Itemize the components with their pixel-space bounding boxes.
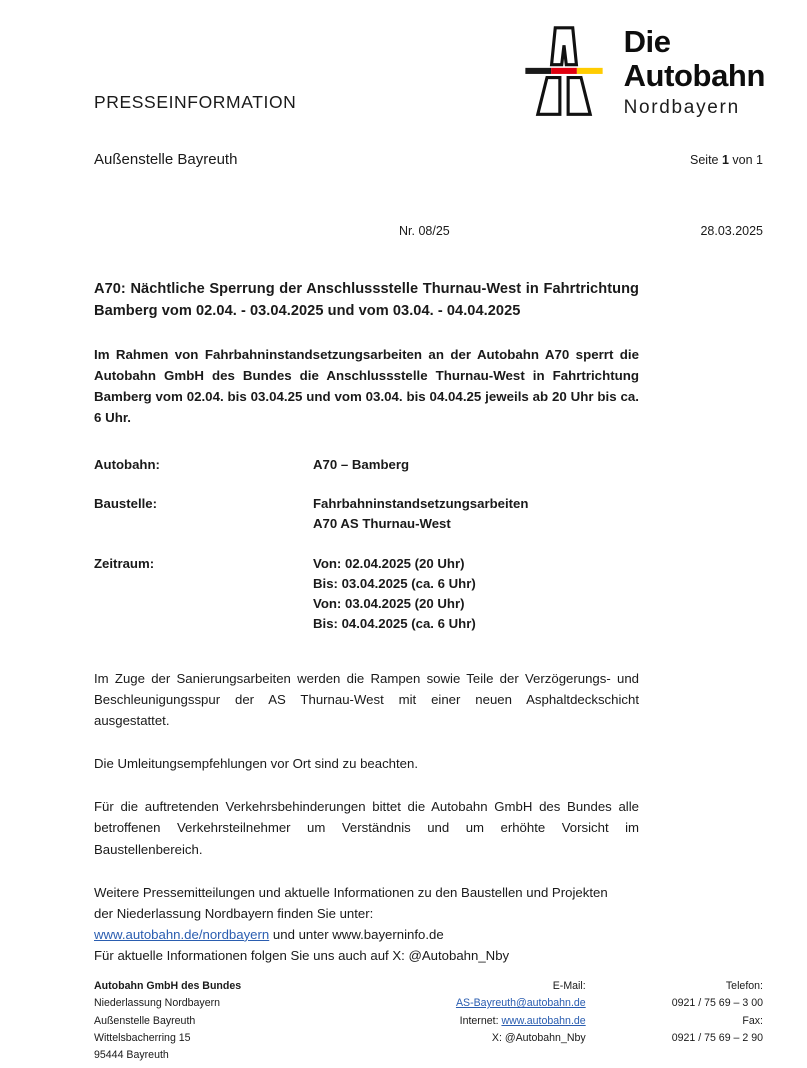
footer-branch: Niederlassung Nordbayern [94, 997, 221, 1010]
detail-row-zeitraum [94, 554, 639, 634]
nordbayern-website-link[interactable]: www.autobahn.de/nordbayern [94, 926, 270, 942]
footer-phone-label: Telefon: [725, 980, 763, 992]
office-name: Außenstelle Bayreuth [94, 151, 238, 168]
detail-value-autobahn-line1: A70 – Bamberg [313, 457, 410, 473]
detail-value-baustelle [313, 494, 639, 534]
body-paragraph-4-line4: Für aktuelle Informationen folgen Sie uns auch auf X: @Autobahn_Nby [94, 948, 510, 964]
detail-value-baustelle-line1: Fahrbahninstandsetzungsarbeiten [313, 496, 529, 512]
detail-value-zeitraum [313, 554, 639, 634]
detail-row-autobahn [94, 455, 639, 475]
footer-phone-value: 0921 / 75 69 – 3 00 [671, 997, 763, 1010]
body-copy [94, 668, 639, 966]
document-subheader [94, 151, 763, 168]
page-prefix: Seite [690, 153, 722, 167]
body-paragraph-4-after-link: und unter www.bayerninfo.de [269, 926, 444, 942]
document-footer [94, 978, 763, 1064]
footer-email-link[interactable]: AS-Bayreuth@autobahn.de [455, 997, 586, 1010]
detail-value-autobahn [313, 455, 639, 475]
footer-internet-row [456, 1013, 586, 1030]
detail-row-baustelle [94, 494, 639, 534]
footer-address-block [94, 978, 241, 1064]
footer-city: 95444 Bayreuth [94, 1049, 169, 1062]
footer-street: Wittelsbacherring 15 [94, 1031, 191, 1044]
autobahn-logo [518, 24, 765, 120]
footer-fax-value: 0921 / 75 69 – 2 90 [671, 1031, 763, 1044]
release-number: Nr. 08/25 [399, 224, 450, 238]
logo-word-region: Nordbayern [623, 97, 740, 118]
footer-internet-link[interactable]: www.autobahn.de [501, 1014, 586, 1027]
body-paragraph-3: Für die auftretenden Verkehrsbehinderungen bittet die Autobahn GmbH des Bundes alle betroffenen Verkehrsteilnehmer um Verständnis und um erhöhte Vorsicht im Baustellenbereich. [94, 799, 639, 857]
autobahn-logo-wordmark [624, 24, 765, 117]
details-table [94, 455, 639, 633]
document-content [94, 278, 639, 966]
document-kicker: PRESSEINFORMATION [94, 92, 297, 112]
autobahn-a-logo-icon [518, 24, 610, 120]
footer-internet-label: Internet: [459, 1014, 502, 1027]
footer-fax-label: Fax: [742, 1014, 763, 1027]
body-paragraph-4 [94, 882, 639, 967]
page-suffix: von 1 [728, 153, 763, 167]
detail-label-baustelle: Baustelle: [94, 496, 158, 512]
body-paragraph-4-line2: der Niederlassung Nordbayern finden Sie unter: [94, 905, 374, 921]
release-date: 28.03.2025 [700, 224, 763, 238]
footer-office: Außenstelle Bayreuth [94, 1014, 196, 1027]
page-title: A70: Nächtliche Sperrung der Anschlussstelle Thurnau-West in Fahrtrichtung Bamberg vom 02.04. - 03.04.2025 und vom 03.04. - 04.04.2025 [94, 281, 639, 320]
detail-value-zeitraum-line2: Bis: 03.04.2025 (ca. 6 Uhr) [313, 575, 476, 591]
detail-label-autobahn: Autobahn: [94, 457, 160, 473]
logo-word-autobahn: Autobahn [623, 58, 765, 93]
logo-word-die: Die [623, 24, 671, 59]
body-paragraph-4-line1: Weitere Pressemitteilungen und aktuelle Informationen zu den Baustellen und Projekten [94, 884, 608, 900]
footer-email-label: E-Mail: [552, 980, 586, 992]
detail-value-zeitraum-line4: Bis: 04.04.2025 (ca. 6 Uhr) [313, 615, 476, 631]
page-current: 1 [721, 153, 729, 167]
detail-label-zeitraum: Zeitraum: [94, 555, 155, 571]
detail-value-zeitraum-line1: Von: 02.04.2025 (20 Uhr) [313, 555, 465, 571]
footer-org-name: Autobahn GmbH des Bundes [94, 980, 242, 992]
detail-value-baustelle-line2: A70 AS Thurnau-West [313, 516, 451, 532]
footer-phone-block [672, 978, 763, 1064]
document-meta [94, 224, 763, 238]
footer-email-row [456, 995, 586, 1012]
detail-value-zeitraum-line3: Von: 03.04.2025 (20 Uhr) [313, 595, 465, 611]
body-paragraph-2: Die Umleitungsempfehlungen vor Ort sind zu beachten. [94, 756, 419, 772]
footer-contact-block [456, 978, 586, 1064]
body-paragraph-1: Im Zuge der Sanierungsarbeiten werden die Rampen sowie Teile der Verzögerungs- und Beschleunigungsspur der AS Thurnau-West mit einer neuen Asphaltdeckschicht ausgestattet. [94, 670, 639, 729]
lead-paragraph: Im Rahmen von Fahrbahninstandsetzungsarbeiten an der Autobahn A70 sperrt die Autobahn GmbH des Bundes die Anschlussstelle Thurnau-West in Fahrtrichtung Bamberg vom 02.04. bis 03.04.25 und vom 03.04. bis 04.04.25 jeweils ab 20 Uhr bis ca. 6 Uhr. [94, 347, 639, 426]
footer-x-handle: X: @Autobahn_Nby [491, 1031, 586, 1044]
page-indicator [690, 153, 763, 167]
